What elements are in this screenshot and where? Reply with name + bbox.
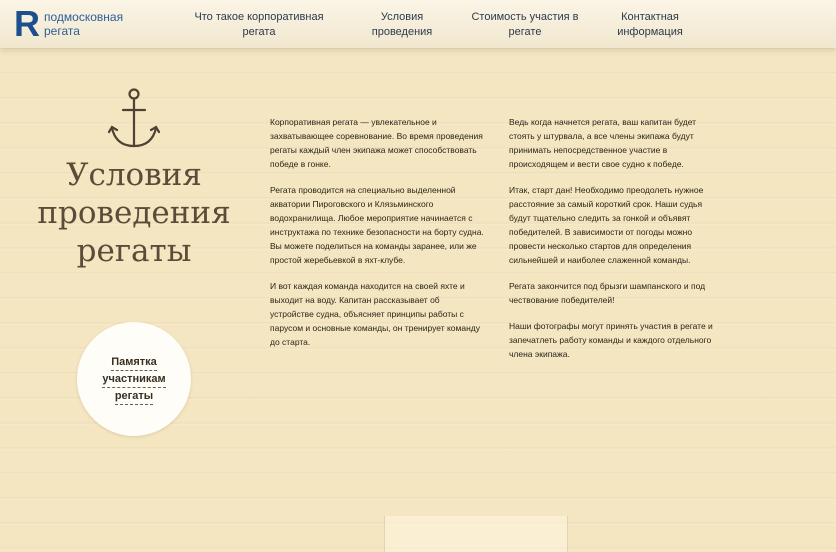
nav-item-contacts[interactable] [608, 10, 692, 40]
logo-text [44, 10, 123, 38]
logo-line-1: подмосковная [44, 10, 124, 24]
paragraph: Наши фотографы могут принять участия в регате и запечатлеть работу команды и каждого отдельного члена экипажа. [509, 321, 713, 359]
memo-line-3: регаты [115, 388, 153, 405]
paragraph: Регата закончится под брызги шампанского и под чествование победителей! [509, 281, 706, 305]
nav-label-line-2: информация [617, 26, 683, 38]
page-title-line-3: регаты [76, 233, 192, 269]
memo-text [102, 354, 165, 405]
nav-label-line-1: Что такое корпоративная [194, 11, 324, 23]
nav-label-line-2: регата [242, 26, 276, 38]
nav-label-line-1: Условия [380, 11, 424, 23]
page-title-line-2: проведения [37, 195, 231, 231]
content-column-right [509, 115, 723, 373]
site-logo[interactable] [14, 3, 124, 44]
paragraph: Корпоративная регата — увлекательное и захватывающее соревнование. Во время проведения регаты каждый член экипажа может способствовать победе в гонке. [270, 117, 483, 169]
nav-label-line-2: проведения [371, 26, 433, 38]
logo-r-icon: R [14, 3, 40, 44]
paragraph: И вот каждая команда находится на своей яхте и выходит на воду. Капитан рассказывает об устройстве судна, объясняет принципы работы с парусом и основные команды, он тренирует команду до старта. [270, 281, 480, 347]
page-title [24, 156, 244, 270]
participant-memo-link[interactable] [77, 322, 191, 436]
nav-label-line-2: регате [508, 26, 542, 38]
nav-item-what-is-regatta[interactable] [186, 10, 332, 40]
paragraph: Регата проводится на специально выделенной акватории Пироговского и Клязьминского водохранилища. Любое мероприятие начинается с инструктажа по технике безопасности на борту судна. Вы можете поделиться на команды заранее, или же простой жеребьевкой в яхт-клубе. [270, 185, 484, 265]
memo-line-1: Памятка [111, 354, 157, 371]
footer-panel [384, 516, 568, 552]
anchor-icon [108, 88, 160, 150]
page-title-line-1: Условия [66, 157, 202, 193]
nav-item-conditions[interactable] [364, 10, 440, 40]
content-column-left [270, 115, 484, 361]
nav-label-line-1: Стоимость участия в [471, 11, 579, 23]
paragraph: Итак, старт дан! Необходимо преодолеть нужное расстояние за самый короткий срок. Наши судья будут тщательно следить за гонкой и объявят победителей. В зависимости от погоды можно провести несколько стартов для определения сильнейшей и наиболее слаженной команды. [509, 185, 704, 265]
logo-line-2: регата [44, 24, 80, 38]
paragraph: Ведь когда начнется регата, ваш капитан будет стоять у штурвала, а все члены экипажа будут принимать непосредственное участие в происходящем и вести свое судно к победе. [509, 117, 697, 169]
nav-label-line-1: Контактная [621, 11, 679, 23]
nav-item-price[interactable] [466, 10, 584, 40]
header-bar [0, 0, 836, 48]
memo-line-2: участникам [102, 371, 165, 388]
